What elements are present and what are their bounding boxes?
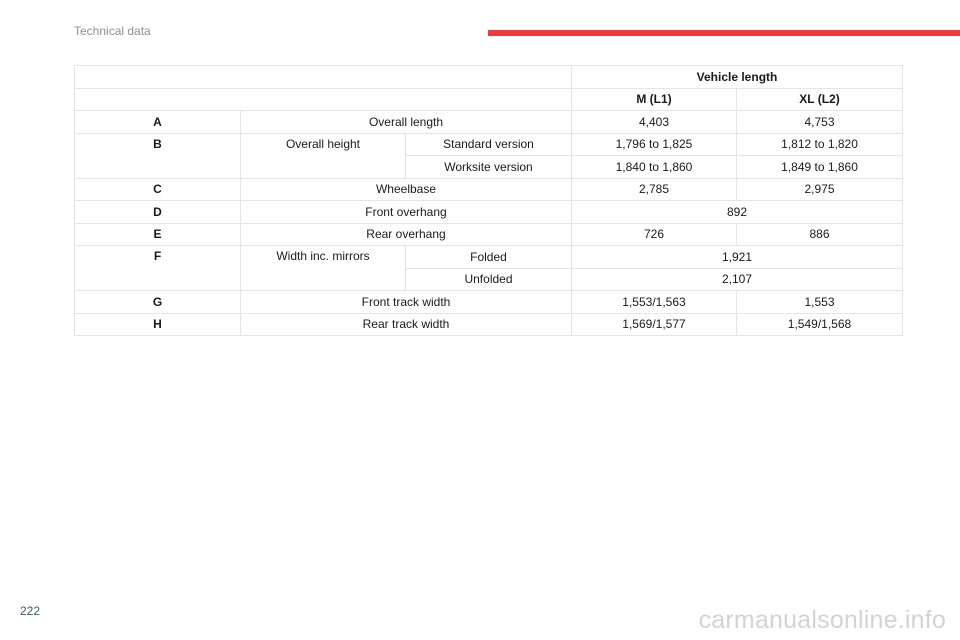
value-both: 2,107: [572, 268, 903, 291]
column-header-xl: XL (L2): [737, 88, 903, 111]
row-letter: G: [75, 291, 241, 314]
row-letter: E: [75, 223, 241, 246]
row-letter: C: [75, 178, 241, 201]
value-m: 1,569/1,577: [572, 313, 737, 336]
vehicle-length-header: Vehicle length: [572, 66, 903, 89]
value-m: 4,403: [572, 111, 737, 134]
value-xl: 1,553: [737, 291, 903, 314]
vehicle-dimensions-table: [74, 65, 903, 336]
row-letter: F: [75, 246, 241, 291]
table-row: [75, 246, 903, 269]
value-m: 726: [572, 223, 737, 246]
value-both: 892: [572, 201, 903, 224]
row-letter: B: [75, 133, 241, 178]
value-xl: 886: [737, 223, 903, 246]
row-letter: A: [75, 111, 241, 134]
table-row: [75, 291, 903, 314]
watermark: carmanualsonline.info: [698, 606, 946, 634]
row-label: Front track width: [241, 291, 572, 314]
table-corner-empty: [75, 66, 572, 89]
table-row: [75, 133, 903, 156]
row-label: Overall length: [241, 111, 572, 134]
section-title: Technical data: [74, 24, 151, 38]
table-subheader-row: [75, 88, 903, 111]
row-label: Rear track width: [241, 313, 572, 336]
row-letter: H: [75, 313, 241, 336]
page-number: 222: [20, 604, 41, 618]
row-label: Overall height: [241, 133, 406, 178]
row-label: Wheelbase: [241, 178, 572, 201]
value-xl: 1,849 to 1,860: [737, 156, 903, 179]
row-label: Front overhang: [241, 201, 572, 224]
table-corner-empty-2: [75, 88, 572, 111]
row-sublabel: Folded: [406, 246, 572, 269]
value-m: 2,785: [572, 178, 737, 201]
table-row: [75, 178, 903, 201]
value-xl: 4,753: [737, 111, 903, 134]
value-xl: 1,549/1,568: [737, 313, 903, 336]
value-xl: 2,975: [737, 178, 903, 201]
row-sublabel: Unfolded: [406, 268, 572, 291]
table-row: [75, 201, 903, 224]
row-label: Rear overhang: [241, 223, 572, 246]
table-row: [75, 111, 903, 134]
header-accent-bar: [488, 30, 960, 36]
column-header-m: M (L1): [572, 88, 737, 111]
table-row: [75, 313, 903, 336]
table-header-row: [75, 66, 903, 89]
value-m: 1,553/1,563: [572, 291, 737, 314]
row-sublabel: Standard version: [406, 133, 572, 156]
value-both: 1,921: [572, 246, 903, 269]
row-letter: D: [75, 201, 241, 224]
table-row: [75, 223, 903, 246]
row-label: Width inc. mirrors: [241, 246, 406, 291]
value-m: 1,796 to 1,825: [572, 133, 737, 156]
value-m: 1,840 to 1,860: [572, 156, 737, 179]
value-xl: 1,812 to 1,820: [737, 133, 903, 156]
row-sublabel: Worksite version: [406, 156, 572, 179]
